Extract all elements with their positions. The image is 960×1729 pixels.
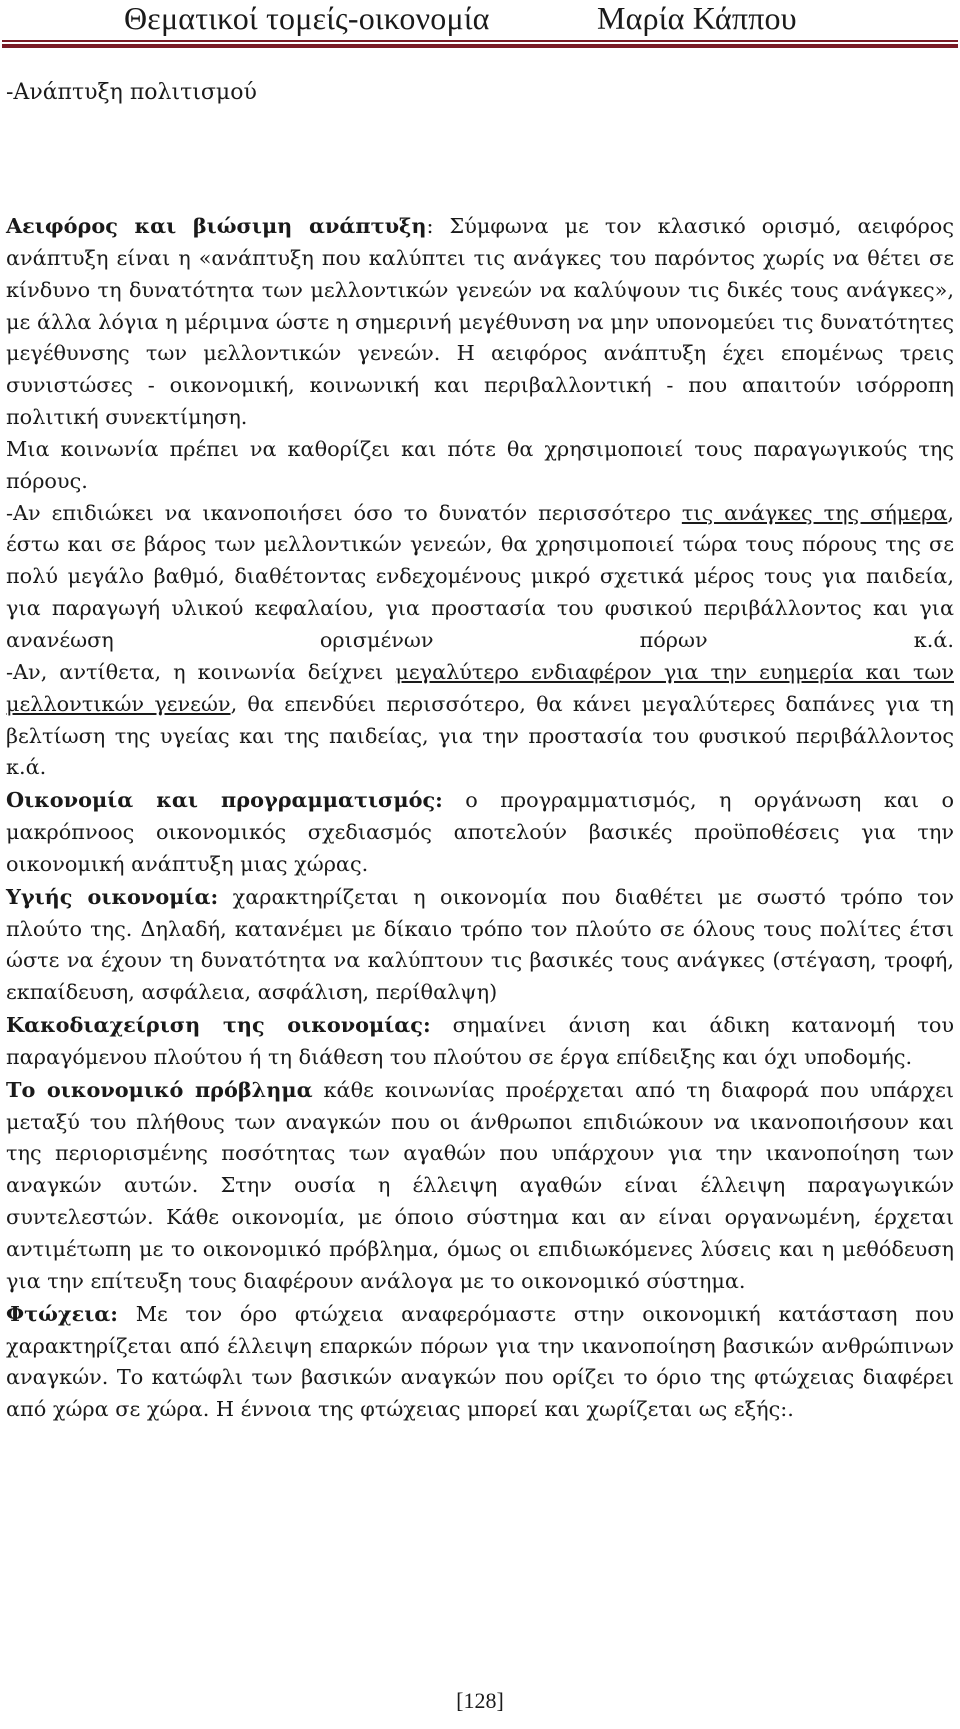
paragraph-poverty	[6, 1298, 954, 1426]
underlined-phrase: μεγαλύτερο ενδιαφέρον για την ευημερία και των μελλοντικών γενεών	[6, 659, 954, 716]
paragraph-future-generations	[6, 657, 954, 784]
term-healthy-economy: Υγιής οικονομία:	[6, 883, 219, 909]
paragraph-text: χαρακτηρίζεται η οικονομία που διαθέτει με σωστό τρόπο τον πλούτο της. Δηλαδή, κατανέμει με δίκαιο τρόπο τον πλούτο σε όλους τους πολίτες έτσι ώστε να έχουν τη δυνατότητα να καλύπτουν τις βασικές τους ανάγκες (στέγαση, τροφή, εκπαίδευση, ασφάλεια, ασφάλιση, περίθαλψη)	[6, 884, 954, 1005]
section-subtitle: -Ανάπτυξη πολιτισμού	[6, 80, 257, 105]
page-number: [128]	[456, 1688, 504, 1713]
paragraph-economic-problem	[6, 1074, 954, 1298]
header-rule-thin	[2, 40, 958, 42]
term-mismanagement: Κακοδιαχείριση της οικονομίας:	[6, 1012, 431, 1038]
header-title: Θεματικοί τομείς-οικονομία	[124, 0, 490, 36]
term-economy-planning: Οικονομία και προγραμματισμός:	[6, 787, 443, 813]
underlined-phrase: τις ανάγκες της σήμερα	[681, 500, 948, 525]
paragraph-healthy-economy	[6, 881, 954, 1009]
page-header	[0, 0, 960, 42]
paragraph-economy-planning	[6, 784, 954, 881]
paragraph-society-resources	[6, 434, 954, 498]
paragraph-text: , θα επενδύει περισσότερο, θα κάνει μεγαλύτερες δαπάνες για τη βελτίωση της υγείας και της παιδείας, για την προστασία του φυσικού περιβάλλοντος κ.ά.	[6, 691, 955, 780]
header-author: Μαρία Κάππου	[597, 0, 797, 36]
paragraph-text: σημαίνει άνιση και άδικη κατανομή του παραγόμενου πλούτου ή τη διάθεση του πλούτου σε έργα επίδειξης και όχι υποδομής.	[6, 1013, 954, 1069]
paragraph-mismanagement	[6, 1009, 954, 1074]
paragraph-text: : Σύμφωνα με τον κλασικό ορισμό, αειφόρος ανάπτυξη είναι η «ανάπτυξη που καλύπτει τις ανάγκες του παρόντος χωρίς να θέτει σε κίνδυνο τη δυνατότητα των μελλοντικών γενεών να καλύψουν τις δικές τους ανάγκες», με άλλα λόγια η μέριμνα ώστε η σημερινή μεγέθυνση να μην υπονομεύει τις δυνατότητες μεγέθυνσης των μελλοντικών γενεών. Η αειφόρος ανάπτυξη έχει επομένως τρεις συνιστώσες - οικονομική, κοινωνική και περιβαλλοντική - που απαιτούν ισόρροπη πολιτική συνεκτίμηση.	[6, 214, 954, 430]
document-body	[6, 210, 954, 1426]
paragraph-text: ο προγραμματισμός, η οργάνωση και ο μακρόπνοος οικονομικός σχεδιασμός αποτελούν βασικές προϋποθέσεις για την οικονομική ανάπτυξη μιας χώρας.	[6, 788, 954, 876]
header-rule-thick	[2, 44, 958, 48]
term-economic-problem: Το οικονομικό πρόβλημα	[6, 1076, 313, 1102]
paragraph-text: κάθε κοινωνίας προέρχεται από τη διαφορά που υπάρχει μεταξύ του πλήθους των αναγκών που οι άνθρωποι επιδιώκουν να ικανοποιήσουν και της περιορισμένης ποσότητας των αγαθών που υπάρχουν για την ικανοποίηση των αναγκών αυτών. Στην ουσία η έλλειψη αγαθών είναι έλλειψη παραγωγικών συντελεστών. Κάθε οικονομία, με όποιο σύστημα και αν είναι οργανωμένη, έρχεται αντιμέτωπη με το οικονομικό πρόβλημα, όμως οι επιδιωκόμενες λύσεις και η μεθόδευση για την επίτευξη τους διαφέρουν ανάλογα με το οικονομικό σύστημα.	[6, 1077, 954, 1293]
paragraph-sustainable-development	[6, 210, 954, 434]
paragraph-text: , έστω και σε βάρος των μελλοντικών γενεών, θα χρησιμοποιεί τώρα τους πόρους της σε πολύ μεγάλο βαθμό, διαθέτοντας ενδεχομένους μικρό σχετικά μέρος τους για παιδεία, για παραγωγή υλικού κεφαλαίου, για προστασία του φυσικού περιβάλλοντος και για ανανέωση ορισμένων πόρων κ.ά.	[6, 500, 954, 652]
paragraph-text: -Αν επιδιώκει να ικανοποιήσει όσο το δυνατόν περισσότερο	[6, 500, 682, 525]
paragraph-text: Με τον όρο φτώχεια αναφερόμαστε στην οικονομική κατάσταση που χαρακτηρίζεται από έλλειψη επαρκών πόρων για την ικανοποίηση βασικών ανθρώπινων αναγκών. Το κατώφλι των βασικών αναγκών που ορίζει το όριο της φτώχειας διαφέρει από χώρα σε χώρα. Η έννοια της φτώχειας μπορεί και χωρίζεται ως εξής:.	[6, 1301, 954, 1422]
term-sustainable-development: Αειφόρος και βιώσιμη ανάπτυξη	[6, 213, 427, 238]
paragraph-present-needs	[6, 498, 954, 657]
paragraph-text: -Αν, αντίθετα, η κοινωνία δείχνει	[6, 659, 396, 684]
paragraph-text: Μια κοινωνία πρέπει να καθορίζει και πότε θα χρησιμοποιεί τους παραγωγικούς της πόρους.	[6, 436, 954, 493]
term-poverty: Φτώχεια:	[6, 1300, 118, 1326]
